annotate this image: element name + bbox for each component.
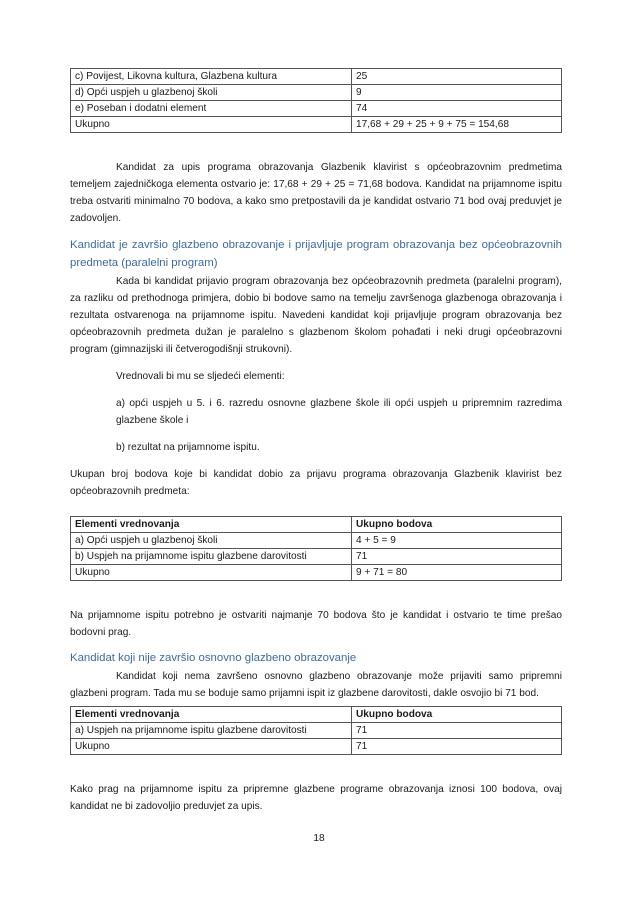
table-row bbox=[71, 117, 562, 133]
table-row bbox=[71, 69, 562, 85]
table-cell: Ukupno bbox=[71, 739, 352, 755]
paragraph-elements-intro: Vrednovali bi mu se sljedeći elementi: bbox=[116, 371, 285, 382]
table-row bbox=[71, 533, 562, 549]
table-cell: 25 bbox=[352, 69, 562, 85]
table-row bbox=[71, 101, 562, 117]
points-table-parallel bbox=[70, 516, 562, 581]
table-cell: a) Uspjeh na prijamnome ispitu glazbene darovitosti bbox=[71, 723, 352, 739]
page-number: 18 bbox=[313, 833, 325, 844]
table-cell: e) Poseban i dodatni element bbox=[71, 101, 352, 117]
table-row bbox=[71, 565, 562, 581]
table-row bbox=[71, 739, 562, 755]
table-header-cell: Elementi vrednovanja bbox=[71, 707, 352, 723]
document-page bbox=[70, 68, 562, 815]
points-table-preparatory bbox=[70, 706, 562, 755]
table-row bbox=[71, 723, 562, 739]
table-row bbox=[71, 549, 562, 565]
table-cell: b) Uspjeh na prijamnome ispitu glazbene darovitosti bbox=[71, 549, 352, 565]
table-header-cell: Ukupno bodova bbox=[352, 517, 562, 533]
paragraph-total-points-intro: Ukupan broj bodova koje bi kandidat dobio za prijavu programa obrazovanja Glazbenik klavirist bez općeobrazovnih predmeta: bbox=[70, 469, 562, 497]
list-item-b: b) rezultat na prijamnome ispitu. bbox=[116, 442, 260, 453]
table-cell: 9 bbox=[352, 85, 562, 101]
paragraph-parallel-program: Kada bi kandidat prijavio program obrazovanja bez općeobrazovnih predmeta (paralelni program), za razliku od prethodnoga primjera, dobio bi bodove samo na temelju završenoga glazbenoga obrazovanja i rezultata ostvarenoga na prijamnome ispitu. Navedeni kandidat koji prijavljuje program obrazovanja bez općeobrazovnih predmeta dužan je paralelno s glazbenom školom pohađati i neki drugi općeobrazovni program (gimnazijski ili četverogodišnji strukovni). bbox=[70, 276, 562, 355]
points-table-continued bbox=[70, 68, 562, 133]
table-cell: Ukupno bbox=[71, 565, 352, 581]
table-header-cell: Elementi vrednovanja bbox=[71, 517, 352, 533]
table-row bbox=[71, 85, 562, 101]
table-cell: d) Opći uspjeh u glazbenoj školi bbox=[71, 85, 352, 101]
table-cell: 74 bbox=[352, 101, 562, 117]
section-heading-parallel-program: Kandidat je završio glazbeno obrazovanje i prijavljuje program obrazovanja bez općeobrazovnih predmeta (paralelni program) bbox=[70, 239, 562, 269]
paragraph-threshold-passed: Na prijamnome ispitu potrebno je ostvariti najmanje 70 bodova što je kandidat i ostvario te time prešao bodovni prag. bbox=[70, 610, 562, 638]
table-cell: a) Opći uspjeh u glazbenoj školi bbox=[71, 533, 352, 549]
section-heading-no-basic-education: Kandidat koji nije završio osnovno glazbeno obrazovanje bbox=[70, 652, 357, 664]
table-cell: 17,68 + 29 + 25 + 9 + 75 = 154,68 bbox=[352, 117, 562, 133]
table-cell: 4 + 5 = 9 bbox=[352, 533, 562, 549]
paragraph-first-candidate-summary: Kandidat za upis programa obrazovanja Glazbenik klavirist s općeobrazovnim predmetima temeljem zajedničkoga elementa ostvario je: 17,68 + 29 + 25 = 71,68 bodova. Kandidat na prijamnome ispitu treba ostvariti minimalno 70 bodova, a kako smo pretpostavili da je kandidat ostvario 71 bod ovaj preduvjet je zadovoljen. bbox=[70, 162, 562, 224]
table-cell: 71 bbox=[352, 723, 562, 739]
paragraph-preparatory-program: Kandidat koji nema završeno osnovno glazbeno obrazovanje može prijaviti samo pripremni glazbeni program. Tada mu se boduje samo prijamni ispit iz glazbene darovitosti, dakle osvojio bi 71 bod. bbox=[70, 671, 562, 699]
table-cell: 9 + 71 = 80 bbox=[352, 565, 562, 581]
list-item-a: a) opći uspjeh u 5. i 6. razredu osnovne glazbene škole ili opći uspjeh u pripremnim razredima glazbene škole i bbox=[116, 398, 562, 426]
table-cell: c) Povijest, Likovna kultura, Glazbena kultura bbox=[71, 69, 352, 85]
table-cell: 71 bbox=[352, 549, 562, 565]
table-header-cell: Ukupno bodova bbox=[352, 707, 562, 723]
table-cell: Ukupno bbox=[71, 117, 352, 133]
table-header-row bbox=[71, 517, 562, 533]
paragraph-threshold-not-met: Kako prag na prijamnome ispitu za pripremne glazbene programe obrazovanja iznosi 100 bodova, ovaj kandidat ne bi zadovoljio preduvjet za upis. bbox=[70, 784, 562, 812]
table-header-row bbox=[71, 707, 562, 723]
table-cell: 71 bbox=[352, 739, 562, 755]
